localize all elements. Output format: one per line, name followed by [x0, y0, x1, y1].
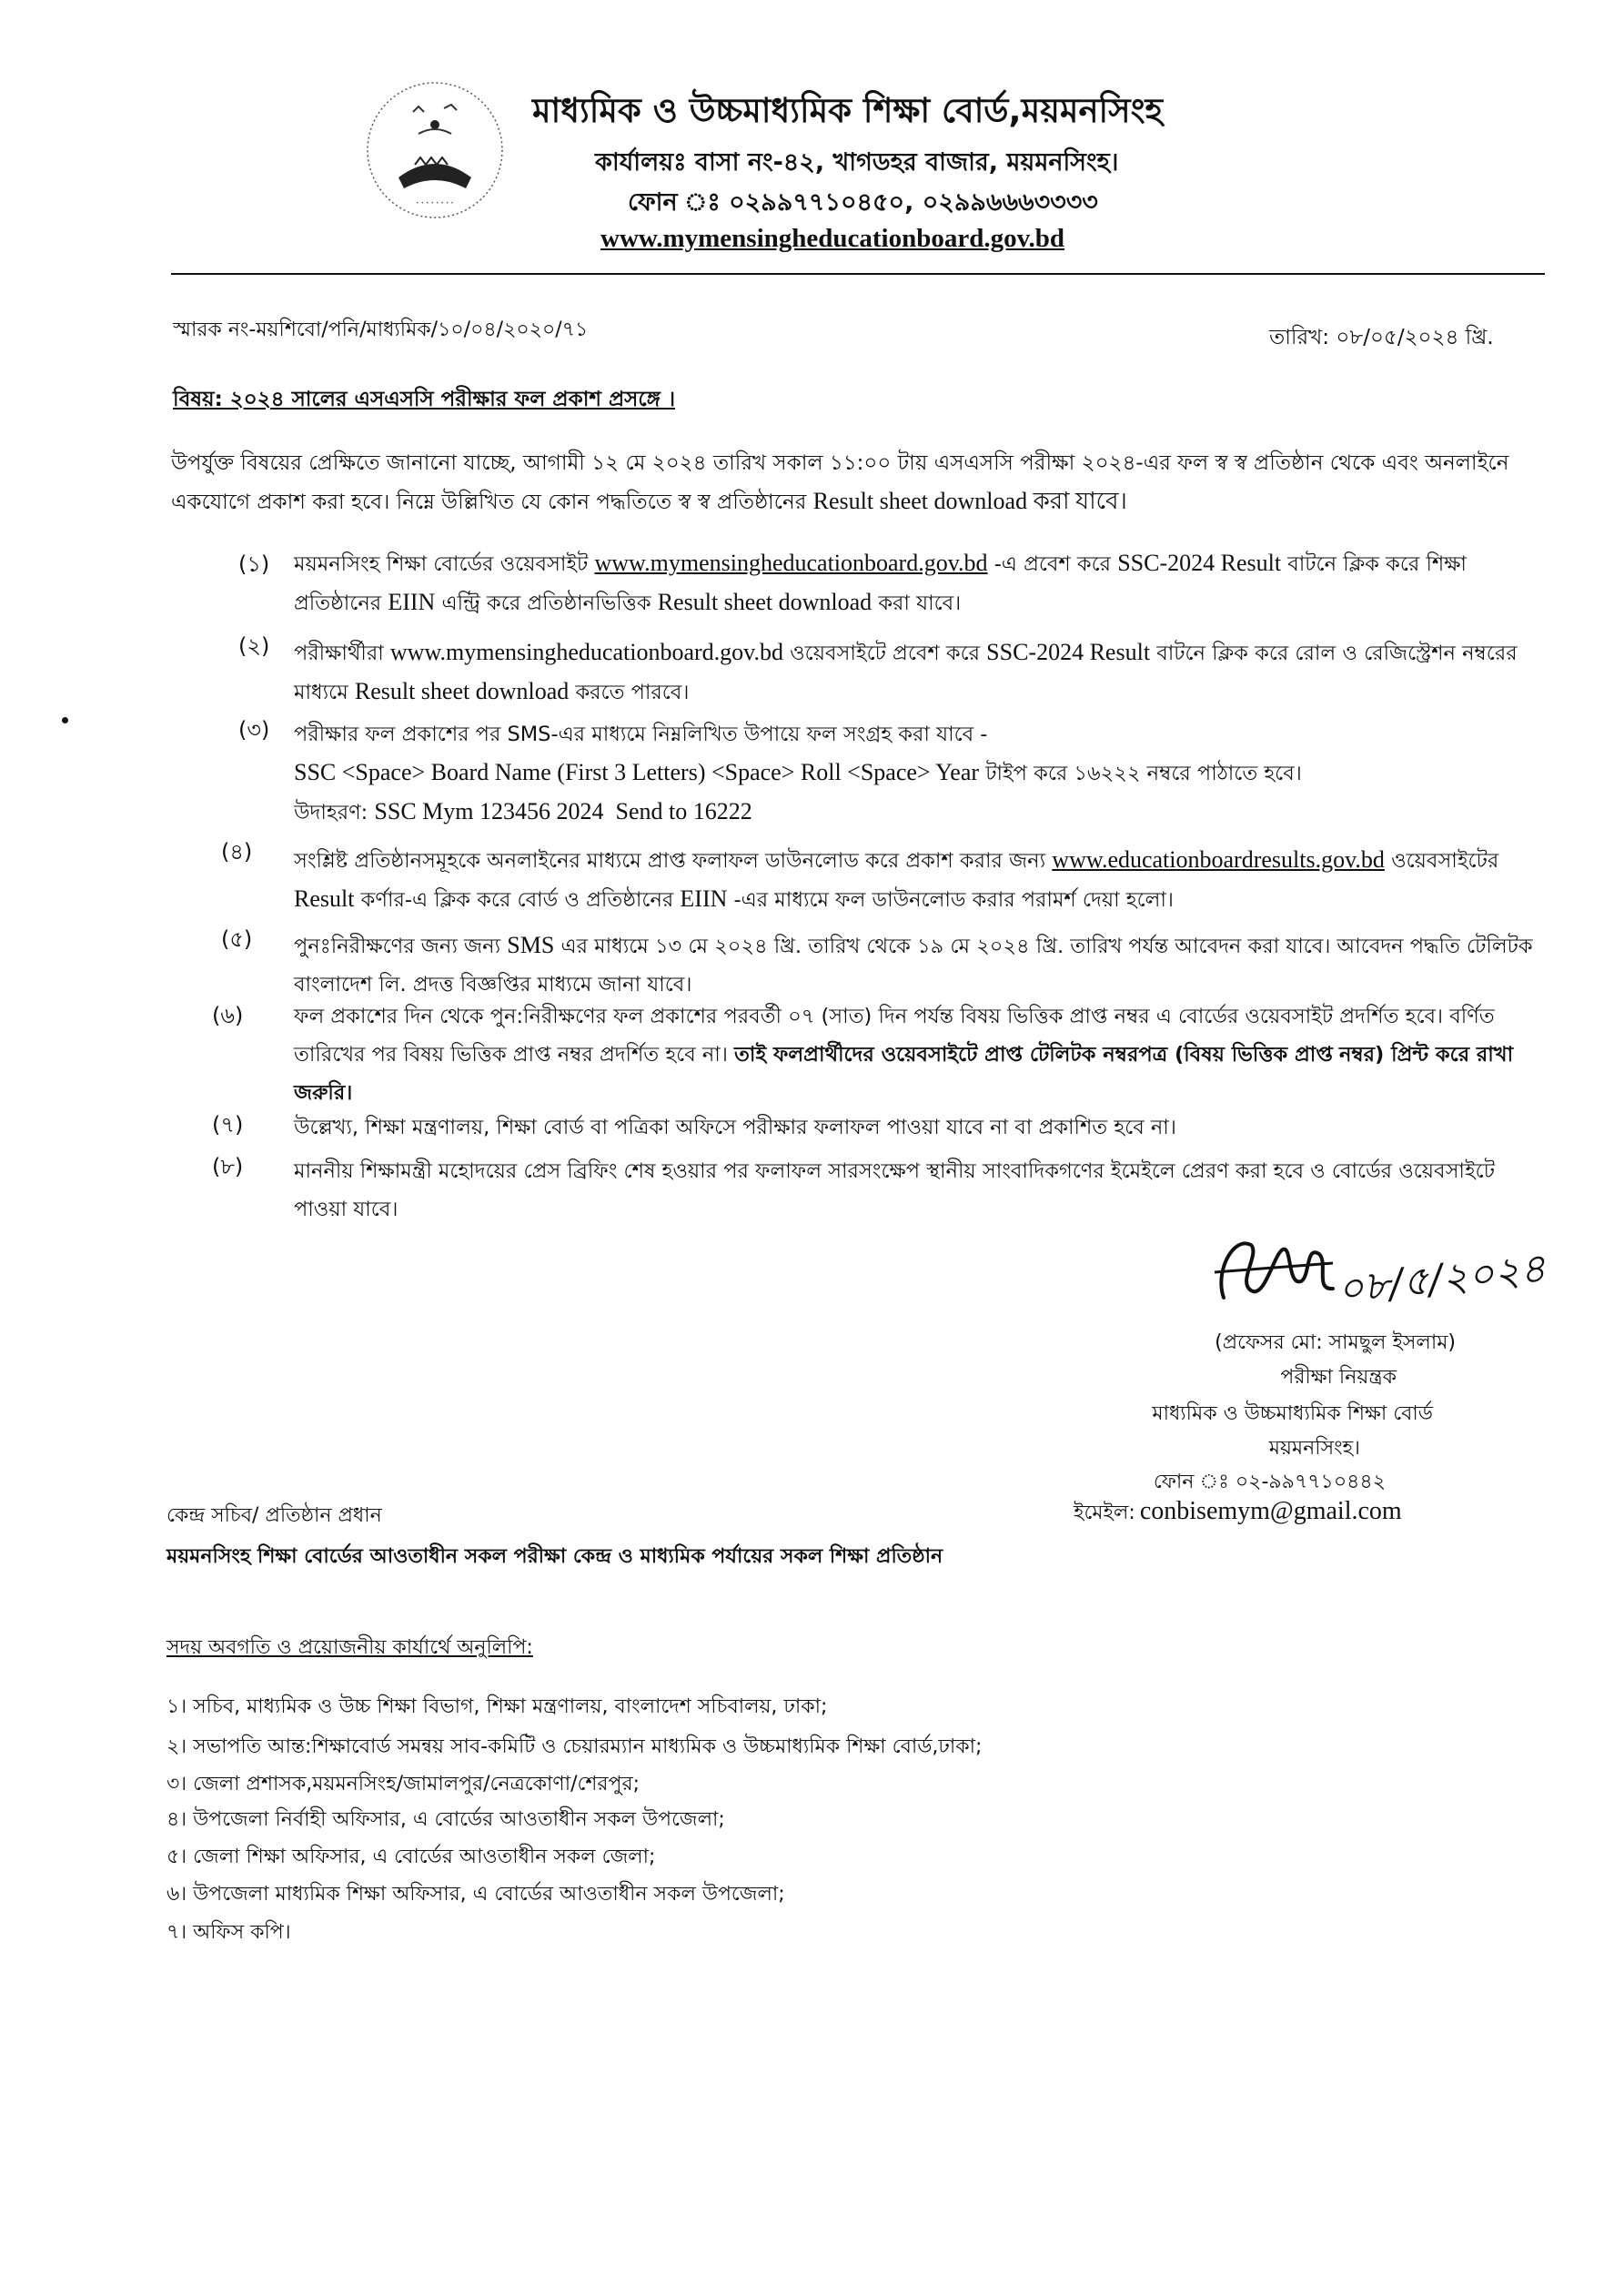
item-7-number: (৭) — [212, 1112, 244, 1138]
item-4-results-website-link[interactable]: www.educationboardresults.gov.bd — [1052, 846, 1385, 873]
item-3-intro: পরীক্ষার ফল প্রকাশের পর SMS-এর মাধ্যমে নিম্নলিখিত উপায়ে ফল সংগ্রহ করা যাবে - — [294, 723, 988, 746]
item-2-part-a: পরীক্ষার্থীরা — [294, 642, 384, 665]
svg-text:• • • • • • • •: • • • • • • • • — [416, 200, 454, 207]
copy-item-5: ৫। জেলা শিক্ষা অফিসার, এ বোর্ডের আওতাধীন সকল জেলা; — [166, 1846, 656, 1868]
copy-item-2: ২। সভাপতি আন্ত:শিক্ষাবোর্ড সমন্বয় সাব-কমিটি ও চেয়ারম্যান মাধ্যমিক ও উচ্চমাধ্যমিক শিক্ষা বোর্ড,ঢাকা; — [166, 1735, 983, 1758]
item-1-website-link[interactable]: www.mymensingheducationboard.gov.bd — [594, 550, 988, 576]
signatory-phone: ফোন ঃ ০২-৯৯৭৭১০৪৪২ — [1153, 1471, 1386, 1493]
memo-date: তারিখ: ০৮/০৫/২০২৪ খ্রি. — [1269, 326, 1494, 349]
copies-heading: সদয় অবগতি ও প্রয়োজনীয় কার্যার্থে অনুলিপি: — [166, 1636, 533, 1659]
board-seal-logo — [362, 77, 508, 223]
item-4-part-a: সংশ্লিষ্ট প্রতিষ্ঠানসমূহকে অনলাইনের মাধ্যমে প্রাপ্ত ফলাফল ডাউনলোড করে প্রকাশ করার জন্য — [294, 849, 1046, 873]
signatory-designation: পরীক্ষা নিয়ন্ত্রক — [1280, 1366, 1397, 1389]
copy-item-4: ৪। উপজেলা নির্বাহী অফিসার, এ বোর্ডের আওতাধীন সকল উপজেলা; — [166, 1808, 725, 1831]
item-8-part-a: মাননীয় শিক্ষামন্ত্রী মহোদয়ের প্রেস ব্রিফিং শেষ হওয়ার পর ফলাফল সারসংক্ষেপ স্থানীয় সাংবাদিকগণের ইমেইলে প্রেরণ করা হবে ও বোর্ডের — [294, 1159, 1393, 1183]
board-phone: ফোন ঃ ০২৯৯৭৭১০৪৫০, ০২৯৯৬৬৬৩৩৩৩ — [628, 188, 1098, 217]
copy-item-6: ৬। উপজেলা মাধ্যমিক শিক্ষা অফিসার, এ বোর্ডের আওতাধীন সকল উপজেলা; — [166, 1883, 785, 1906]
item-4-part-d: কর্ণার-এ ক্লিক করে বোর্ড ও প্রতিষ্ঠানের — [360, 888, 674, 912]
signatory-email-row — [1074, 1497, 1402, 1531]
item-3-number: (৩) — [238, 717, 270, 743]
item-4-text — [294, 841, 1549, 919]
item-6-number: (৬) — [212, 1003, 244, 1028]
signature-date-handwritten: ০৮/৫/২০২৪ — [1335, 1245, 1548, 1313]
copy-item-7: ৭। অফিস কপি। — [166, 1921, 291, 1944]
item-5-part-c: পদ্ধতি টেলিটক বাংলাদেশ লি. প্রদত্ত বিজ্ঞপ্তির মাধ্যমে জানা যাবে। — [294, 935, 1533, 996]
item-1-number: (১) — [238, 551, 270, 577]
item-3-text — [294, 715, 1540, 832]
item-2-part-e: রেজিস্ট্রেশন নম্বরের মাধ্যমে — [294, 642, 1518, 704]
item-1-part-a: ময়মনসিংহ শিক্ষা বোর্ডের ওয়েবসাইট — [294, 552, 589, 576]
item-5-part-b: এর মাধ্যমে ১৩ মে ২০২৪ খ্রি. তারিখ থেকে ১৯ মে ২০২৪ খ্রি. তারিখ পর্যন্ত আবেদন করা যাবে। আবেদন — [560, 935, 1404, 958]
item-1-part-e: ক্লিক করে শিক্ষা প্রতিষ্ঠানের — [294, 552, 1467, 615]
item-2-part-g: করতে পারবে। — [575, 681, 690, 704]
item-1-part-b: -এ প্রবেশ করে — [994, 552, 1112, 576]
item-1-part-d: বাটনে — [1287, 552, 1337, 576]
item-3-sms-format: SSC <Space> Board Name (First 3 Letters) <Space> Roll <Space> Year — [294, 759, 980, 785]
signatory-organization: মাধ্যমিক ও উচ্চমাধ্যমিক শিক্ষা বোর্ড — [1152, 1402, 1433, 1425]
item-5-sms: SMS — [507, 932, 555, 958]
item-4-part-f: -এর মাধ্যমে ফল ডাউনলোড করার পরামর্শ দেয়া হলো। — [733, 888, 1174, 912]
header-divider — [171, 273, 1545, 275]
recipient-line-2: ময়মনসিংহ শিক্ষা বোর্ডের আওতাধীন সকল পরীক্ষা কেন্দ্র ও মাধ্যমিক পর্যায়ের সকল শিক্ষা প্রতিষ্ঠান — [166, 1545, 943, 1568]
item-6-part-a: ফল প্রকাশের দিন থেকে পুন:নিরীক্ষণের ফল প্রকাশের পরবর্তী ০৭ (সাত) দিন পর্যন্ত বিষয় ভিত্তিক প্রাপ্ত নম্বর এ বোর্ডের ওয়েবসাইট প্রদর্শিত — [294, 1005, 1399, 1028]
item-1-eiin: EIIN — [388, 589, 436, 615]
item-5-number: (৫) — [221, 926, 253, 952]
item-1-part-g: এন্ট্রি করে প্রতিষ্ঠানভিত্তিক — [441, 592, 651, 615]
item-1-result-sheet: Result sheet download — [657, 589, 873, 615]
item-8-number: (৮) — [212, 1154, 244, 1179]
item-5-part-a: পুনঃনিরীক্ষণের জন্য জন্য — [294, 935, 501, 958]
item-2-ssc-result: SSC-2024 Result — [986, 639, 1151, 665]
item-2-part-d: বাটনে ক্লিক করে রোল ও — [1156, 642, 1357, 665]
signatory-email-label: ইমেইল: — [1074, 1502, 1135, 1524]
signatory-city: ময়মনসিংহ। — [1268, 1437, 1360, 1460]
item-4-result: Result — [294, 885, 355, 912]
item-6-bold-notice: তাই ফলপ্রার্থীদের ওয়েবসাইটে প্রাপ্ত টেলিটক নম্বরপত্র (বিষয় ভিত্তিক প্রাপ্ত — [734, 1043, 1333, 1067]
intro-text: উপর্যুক্ত বিষয়ের প্রেক্ষিতে জানানো যাচ্ছে, আগামী ১২ মে ২০২৪ তারিখ সকাল ১১:০০ টায় এসএসসি পরীক্ষা ২০২৪-এর ফল স্ব স্ব প্রতিষ্ঠান থেকে এবং অনলাইনে একযোগে প্রকাশ করা হবে। নিম্নে উল্লিখিত যে কোন পদ্ধতিতে স্ব স্ব প্রতিষ্ঠানের — [171, 451, 1509, 514]
scan-speck — [62, 717, 68, 723]
item-2-text — [294, 633, 1540, 712]
board-website-link[interactable]: www.mymensingheducationboard.gov.bd — [600, 224, 1065, 253]
item-4-part-b: ওয়েবসাইটের — [1391, 849, 1499, 873]
board-title: মাধ্যমিক ও উচ্চমাধ্যমিক শিক্ষা বোর্ড,ময়মনসিংহ — [532, 91, 1163, 130]
item-2-website-link[interactable]: www.mymensingheducationboard.gov.bd — [389, 639, 783, 665]
signatory-name: (প্রফেসর মো: সামছুল ইসলাম) — [1215, 1331, 1456, 1354]
item-3-example: SSC Mym 123456 2024 Send to 16222 — [374, 798, 752, 824]
item-3-format-tail: টাইপ করে ১৬২২২ নম্বরে পাঠাতে হবে। — [985, 762, 1302, 785]
item-2-number: (২) — [238, 633, 270, 659]
item-1-part-i: করা যাবে। — [878, 592, 962, 615]
recipient-line-1: কেন্দ্র সচিব/ প্রতিষ্ঠান প্রধান — [166, 1504, 382, 1527]
item-2-part-b: ওয়েবসাইটে প্রবেশ করে — [790, 642, 981, 665]
item-6-part-b: হবে। বর্ণিত তারিখের পর বিষয় ভিত্তিক প্রাপ্ত নম্বর প্রদর্শিত হবে না। — [294, 1005, 1495, 1067]
subject-line: বিষয়: ২০২৪ সালের এসএসসি পরীক্ষার ফল প্রকাশ প্রসঙ্গে । — [173, 388, 676, 411]
item-3-example-label: উদাহরণ: — [294, 801, 368, 824]
item-8-part-b: ওয়েবসাইটে পাওয়া যাবে। — [294, 1159, 1495, 1221]
copy-item-3: ৩। জেলা প্রশাসক,ময়মনসিংহ/জামালপুর/নেত্রকোণা/শেরপুর; — [166, 1773, 640, 1795]
intro-tail: Result sheet download করা যাবে। — [812, 488, 1127, 514]
item-5-text — [294, 926, 1549, 1004]
intro-paragraph — [171, 444, 1540, 521]
copy-item-1: ১। সচিব, মাধ্যমিক ও উচ্চ শিক্ষা বিভাগ, শিক্ষা মন্ত্রণালয়, বাংলাদেশ সচিবালয়, ঢাকা; — [166, 1695, 828, 1718]
item-7-text: উল্লেখ্য, শিক্ষা মন্ত্রণালয়, শিক্ষা বোর্ড বা পত্রিকা অফিসে পরীক্ষার ফলাফল পাওয়া যাবে না বা প্রকাশিত হবে না। — [294, 1116, 1176, 1139]
item-4-eiin: EIIN — [680, 885, 728, 912]
item-6-bold-notice-end: নম্বর) প্রিন্ট করে রাখা জরুরি। — [294, 1043, 1514, 1105]
signatory-email-link[interactable]: conbisemym@gmail.com — [1139, 1497, 1402, 1525]
memo-reference: স্মারক নং-ময়শিবো/পনি/মাধ্যমিক/১০/০৪/২০২০/৭১ — [173, 319, 589, 341]
item-6-text — [294, 997, 1549, 1112]
item-1-text — [294, 544, 1540, 622]
item-1-ssc-result: SSC-2024 Result — [1117, 550, 1282, 576]
item-4-number: (৪) — [221, 839, 253, 865]
item-2-result-sheet: Result sheet download — [354, 678, 570, 704]
board-address: কার্যালয়ঃ বাসা নং-৪২, খাগডহর বাজার, ময়মনসিংহ। — [595, 148, 1119, 177]
